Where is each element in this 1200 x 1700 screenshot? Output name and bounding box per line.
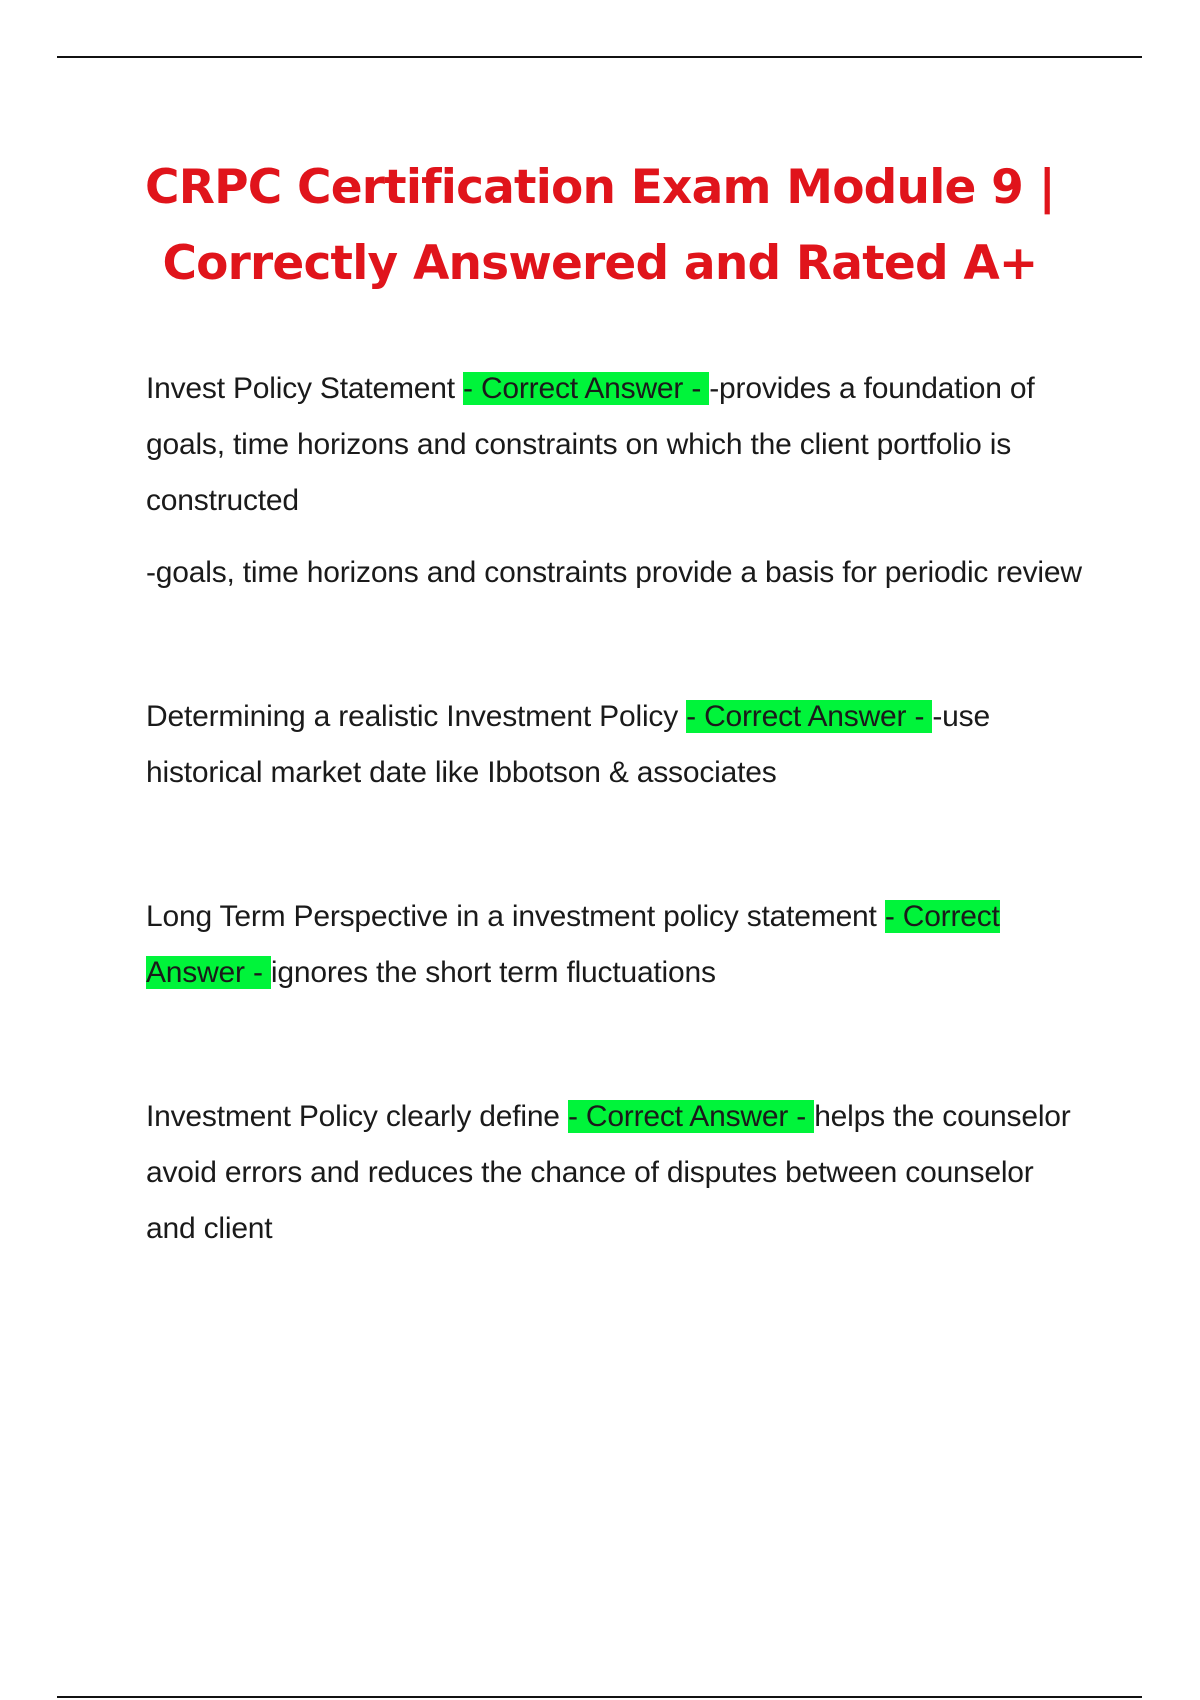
qa-paragraph	[146, 889, 1086, 1001]
header-rule	[57, 56, 1142, 58]
answer-continuation: -goals, time horizons and constraints provide a basis for periodic review	[146, 556, 1082, 589]
answer-text: helps the counselor avoid errors and reduces the chance of disputes between counselor and client	[146, 1100, 1071, 1245]
answer-highlight: - Correct Answer -	[463, 372, 710, 405]
title-line-1: CRPC Certification Exam Module 9 |	[145, 160, 1055, 215]
question-term: Determining a realistic Investment Policy	[146, 700, 687, 733]
question-term: Investment Policy clearly define	[146, 1100, 568, 1133]
question-term: Invest Policy Statement	[146, 372, 464, 405]
qa-entry	[146, 1089, 1086, 1257]
qa-list	[146, 361, 1086, 1257]
answer-text: -use historical market date like Ibbotson & associates	[146, 700, 990, 789]
answer-highlight: - Correct Answer -	[146, 900, 1000, 989]
qa-entry	[146, 889, 1086, 1001]
footer-rule	[57, 1696, 1142, 1698]
document-title	[60, 150, 1140, 302]
qa-paragraph	[146, 361, 1086, 529]
answer-highlight: - Correct Answer -	[686, 700, 933, 733]
qa-paragraph	[146, 689, 1086, 801]
qa-paragraph	[146, 1089, 1086, 1257]
answer-text: -provides a foundation of goals, time horizons and constraints on which the client portfolio is constructed	[146, 372, 1035, 517]
question-term: Long Term Perspective in a investment policy statement	[146, 900, 885, 933]
answer-text: ignores the short term fluctuations	[270, 956, 716, 989]
title-line-2: Correctly Answered and Rated A+	[162, 236, 1038, 291]
qa-entry	[146, 689, 1086, 801]
answer-highlight: - Correct Answer -	[567, 1100, 815, 1133]
qa-entry	[146, 361, 1086, 601]
